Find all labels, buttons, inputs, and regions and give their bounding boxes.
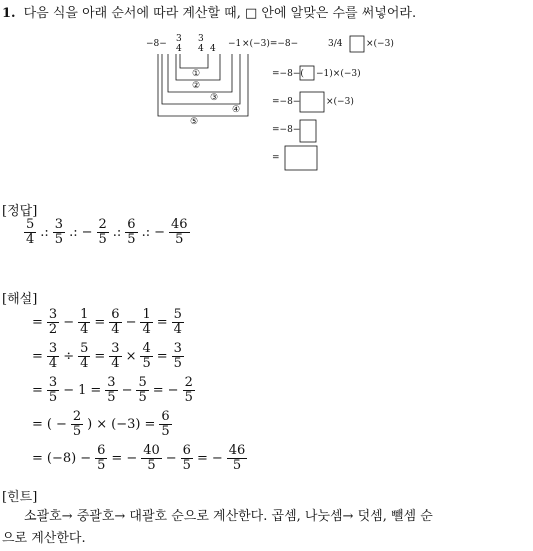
hint-text-1: 소괄호→ 중괄호→ 대괄호 순으로 계산한다. 곱셈, 나눗셈→ 덧셈, 뺄셈 순 — [24, 509, 433, 524]
answer-fraction: $\frac{6}{5}$ — [127, 217, 136, 247]
question-number: 1. — [2, 6, 16, 21]
question — [2, 2, 416, 21]
step-marker: ② — [192, 81, 201, 91]
explanation-line: = $\frac{3}{4}$ ÷ $\frac{5}{4}$ = $\frac{3}{4}$ × $\frac{4}{5}$ = $\frac{3}{5}$ — [32, 341, 182, 371]
blank-box-5[interactable] — [285, 146, 317, 170]
explanation-label: [해설] — [2, 292, 38, 307]
step-marker: ⑤ — [190, 117, 199, 127]
diagram-frac-den: 4 — [198, 44, 204, 54]
answer-sign: − — [81, 225, 93, 240]
blank-box-3[interactable] — [300, 92, 324, 112]
answer-separator: .: — [40, 225, 49, 240]
hint-label: [힌트] — [2, 490, 38, 505]
blank-box-4[interactable] — [300, 120, 316, 142]
diagram-frac-den: 4 — [210, 44, 216, 54]
answer-fraction: $\frac{3}{5}$ — [54, 217, 64, 247]
diagram-expr-mid: ×(−3)=−8− — [242, 39, 299, 49]
diagram-frac-den: 4 — [176, 44, 182, 54]
answer-fraction: $\frac{5}{4}$ — [26, 217, 35, 247]
explanation-line: = $\frac{3}{5}$ − 1 = $\frac{3}{5}$ − $\frac{5}{5}$ = − $\frac{2}{5}$ — [32, 375, 193, 405]
diagram-line-3-end: ×(−3) — [326, 97, 354, 107]
step-marker: ④ — [232, 105, 241, 115]
answer-separator: .: — [69, 225, 78, 240]
diagram-expr-end: ×(−3) — [366, 39, 394, 49]
blank-box-1[interactable] — [350, 36, 364, 52]
explanation-line: = $\frac{3}{2}$ − $\frac{1}{4}$ = $\frac{6}{4}$ − $\frac{1}{4}$ = $\frac{5}{4}$ — [32, 307, 182, 337]
hint-text-2: 으로 계산한다. — [2, 531, 86, 546]
answer-sequence — [22, 218, 192, 247]
explanation-line: = ( − $\frac{2}{5}$ ) × (−3) = $\frac{6}{5}$ — [32, 409, 170, 439]
answer-sign: − — [154, 225, 165, 240]
diagram-expr-left: −8− — [146, 39, 167, 49]
question-text: 다음 식을 아래 순서에 따라 계산할 때, □ 안에 알맞은 수를 써넣어라. — [23, 6, 417, 21]
answer-separator: .: — [141, 225, 151, 240]
answer-fraction: $\frac{46}{5}$ — [171, 217, 188, 247]
diagram-frac: 3/4 — [328, 39, 343, 49]
diagram-frac-num: 3 — [198, 34, 204, 44]
calculation-diagram — [140, 28, 400, 178]
diagram-line-5: = — [272, 153, 280, 163]
answer-fraction: $\frac{2}{5}$ — [98, 217, 107, 247]
diagram-line-2-end: −1)×(−3) — [316, 69, 361, 79]
step-marker: ① — [192, 69, 201, 79]
diagram-frac-num: 3 — [176, 34, 182, 44]
answer-label: [정답] — [2, 204, 38, 219]
answer-separator: .: — [112, 225, 122, 240]
diagram-line-3: =−8− — [272, 97, 301, 107]
diagram-line-2: =−8−( — [272, 69, 304, 79]
diagram-line-4: =−8− — [272, 125, 301, 135]
diagram-minus-one: −1 — [228, 39, 242, 49]
explanation-line: = (−8) − $\frac{6}{5}$ = − $\frac{40}{5}$ − $\frac{6}{5}$ = − $\frac{46}{5}$ — [32, 443, 246, 473]
step-marker: ③ — [210, 93, 219, 103]
